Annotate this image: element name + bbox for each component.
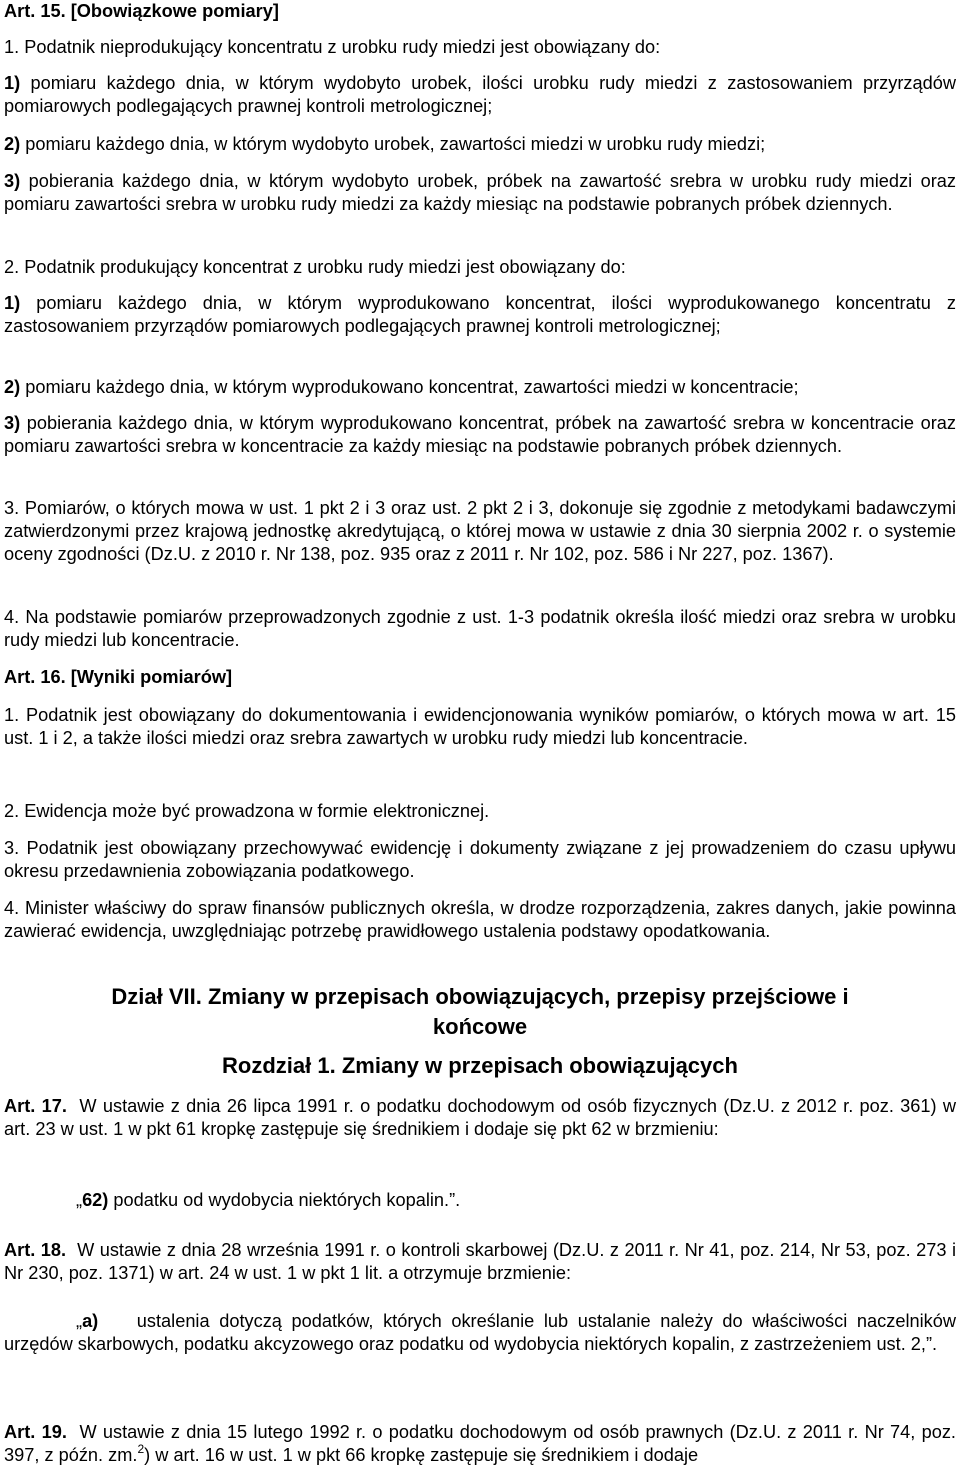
art16-para1: 1. Podatnik jest obowiązany do dokumentowania i ewidencjonowania wyników pomiarów, o których mowa w art. 15 ust. 1 i 2, a także ilości miedzi oraz srebra zawartych w urobku rudy miedzi lub koncentracie. [4, 705, 956, 748]
rozdzial-title: Rozdział 1. Zmiany w przepisach obowiązujących [222, 1053, 738, 1078]
art15-para1-item3 [4, 170, 956, 216]
art17-label: Art. 17. [4, 1096, 67, 1116]
item-number: 3) [4, 171, 21, 191]
art19-text-b: ) w art. 16 w ust. 1 w pkt 66 kropkę zastępuje się średnikiem i dodaje [144, 1445, 699, 1465]
item-text: pobierania każdego dnia, w którym wyprodukowano koncentrat, próbek na zawartość srebra w koncentracie oraz pomiaru zawartości srebra w koncentracie za każdy miesiąc na podstawie pobranych próbek dziennych. [4, 413, 956, 456]
art18-text: W ustawie z dnia 28 września 1991 r. o kontroli skarbowej (Dz.U. z 2011 r. Nr 41, poz. 214, Nr 53, poz. 273 i Nr 230, poz. 1371) w art. 24 w ust. 1 w pkt 1 lit. a otrzymuje brzmienie: [4, 1240, 956, 1283]
footnote-ref[interactable]: 2 [137, 1442, 145, 1456]
art16-para3: 3. Podatnik jest obowiązany przechowywać ewidencję i dokumenty związane z jej prowadzeniem do czasu upływu okresu przedawnienia zobowiązania podatkowego. [4, 838, 956, 881]
art15-para2-item2 [4, 376, 956, 399]
art19-text-a: W ustawie z dnia 15 lutego 1992 r. o podatku dochodowym od osób prawnych (Dz.U. z 2011 r. Nr 74, poz. 397, z późn. zm. [4, 1422, 956, 1465]
art15-para1: 1. Podatnik nieprodukujący koncentratu z urobku rudy miedzi jest obowiązany do: [4, 37, 661, 57]
art17-paragraph [4, 1095, 956, 1141]
art15-para1-item1 [4, 72, 956, 118]
item-number: 2) [4, 134, 21, 154]
quote-text: ustalenia dotyczą podatków, których określanie lub ustalanie należy do właściwości naczelników urzędów skarbowych, podatku akcyzowego oraz podatku od wydobycia niektórych kopalin, z zastrzeżeniem ust. 2,”. [4, 1311, 956, 1354]
art15-para1-item2 [4, 133, 956, 156]
quote-number: a) [82, 1311, 99, 1331]
art18-label: Art. 18. [4, 1240, 67, 1260]
item-number: 3) [4, 413, 21, 433]
item-text: pomiaru każdego dnia, w którym wydobyto urobek, zawartości miedzi w urobku rudy miedzi; [20, 134, 766, 154]
item-text: pomiaru każdego dnia, w którym wyprodukowano koncentrat, ilości wyprodukowanego koncentratu z zastosowaniem przyrządów pomiarowych podlegających prawnej kontroli metrologicznej; [4, 293, 956, 336]
art15-para3: 3. Pomiarów, o których mowa w ust. 1 pkt 2 i 3 oraz ust. 2 pkt 2 i 3, dokonuje się zgodnie z metodykami badawczymi zatwierdzonymi przez krajową jednostkę akredytującą, o której mowa w ustawie z dnia 30 sierpnia 2002 r. o systemie oceny zgodności (Dz.U. z 2010 r. Nr 138, poz. 935 oraz z 2011 r. Nr 102, poz. 586 i Nr 227, poz. 1367). [4, 498, 956, 564]
art15-heading: Art. 15. [Obowiązkowe pomiary] [4, 1, 279, 21]
quote-text: podatku od wydobycia niektórych kopalin.”. [108, 1190, 461, 1210]
quote-open: „ [76, 1311, 83, 1331]
art16-heading: Art. 16. [Wyniki pomiarów] [4, 667, 233, 687]
art17-quote [76, 1189, 956, 1212]
art18-paragraph [4, 1239, 956, 1285]
art19-paragraph [4, 1421, 956, 1467]
item-text: pobierania każdego dnia, w którym wydobyto urobek, próbek na zawartość srebra w urobku rudy miedzi oraz pomiaru zawartości srebra w urobku rudy miedzi za każdy miesiąc na podstawie pobranych próbek dziennych. [4, 171, 956, 214]
art15-para2-item3 [4, 412, 956, 458]
quote-open: „ [76, 1190, 83, 1210]
dzial-title-line2: końcowe [432, 1014, 528, 1039]
item-number: 1) [4, 293, 21, 313]
art15-para4: 4. Na podstawie pomiarów przeprowadzonych zgodnie z ust. 1-3 podatnik określa ilość miedzi oraz srebra w urobku rudy miedzi lub koncentracie. [4, 607, 956, 650]
art18-quote [4, 1310, 956, 1356]
dzial-title-line1: Dział VII. Zmiany w przepisach obowiązujących, przepisy przejściowe i [111, 984, 849, 1009]
item-text: pomiaru każdego dnia, w którym wydobyto urobek, ilości urobku rudy miedzi z zastosowaniem przyrządów pomiarowych podlegających prawnej kontroli metrologicznej; [4, 73, 956, 116]
art15-para2: 2. Podatnik produkujący koncentrat z urobku rudy miedzi jest obowiązany do: [4, 257, 626, 277]
art16-para4: 4. Minister właściwy do spraw finansów publicznych określa, w drodze rozporządzenia, zakres danych, jakie powinna zawierać ewidencja, uwzględniając potrzebę prawidłowego ustalenia podstawy opodatkowania. [4, 898, 956, 941]
item-number: 2) [4, 377, 21, 397]
art19-label: Art. 19. [4, 1422, 67, 1442]
item-text: pomiaru każdego dnia, w którym wyprodukowano koncentrat, zawartości miedzi w koncentracie; [20, 377, 799, 397]
art16-para2: 2. Ewidencja może być prowadzona w formie elektronicznej. [4, 801, 490, 821]
art17-text: W ustawie z dnia 26 lipca 1991 r. o podatku dochodowym od osób fizycznych (Dz.U. z 2012 r. poz. 361) w art. 23 w ust. 1 w pkt 61 kropkę zastępuje się średnikiem i dodaje się pkt 62 w brzmieniu: [4, 1096, 956, 1139]
art15-para2-item1 [4, 292, 956, 338]
quote-number: 62) [82, 1190, 109, 1210]
item-number: 1) [4, 73, 21, 93]
